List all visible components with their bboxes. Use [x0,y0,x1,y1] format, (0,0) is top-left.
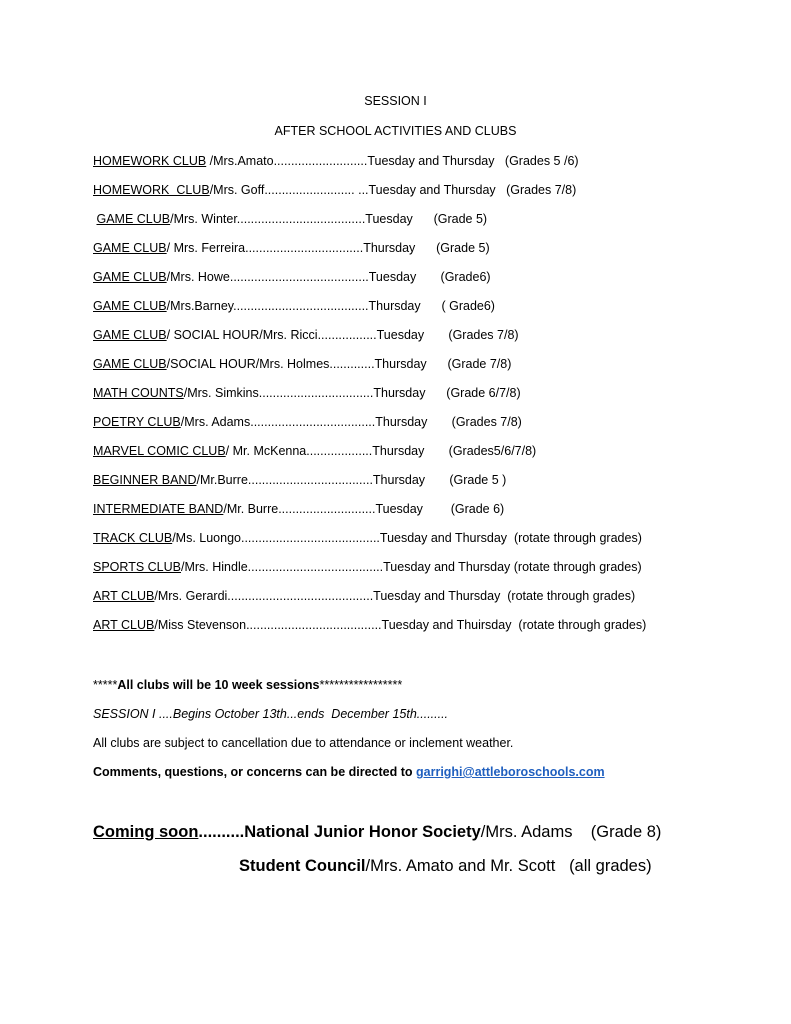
club-row [93,472,506,488]
club-row [93,530,642,546]
club-name: SPORTS CLUB [93,560,181,574]
club-row [93,327,519,343]
club-name: GAME CLUB [96,212,171,226]
club-name: MATH COUNTS [93,386,184,400]
club-details: /Mrs. Simkins.................................Thursday (Grade 6/7/8) [183,386,521,400]
club-row [93,559,642,575]
club-name: INTERMEDIATE BAND [93,502,224,516]
club-details: /Mrs.Amato...........................Tuesday and Thursday (Grades 5 /6) [206,154,579,168]
njhs-details: /Mrs. Adams (Grade 8) [480,823,662,841]
club-row [93,617,646,633]
coming-soon-dots: .......... [198,823,245,841]
club-row [93,269,491,285]
club-row [93,414,522,430]
club-name: GAME CLUB [93,241,167,255]
club-name: POETRY CLUB [93,415,181,429]
club-details: /SOCIAL HOUR/Mrs. Holmes.............Thursday (Grade 7/8) [166,357,512,371]
club-name: HOMEWORK CLUB [93,154,207,168]
club-details: /Mrs.Barney.......................................Thursday ( Grade6) [166,299,495,313]
club-row [93,211,487,227]
club-name: GAME CLUB [93,270,167,284]
club-details: /Mrs. Goff.......................... ...Tuesday and Thursday (Grades 7/8) [209,183,577,197]
club-name: TRACK CLUB [93,531,173,545]
session-dates: SESSION I ....Begins October 13th...ends December 15th......... [93,707,449,721]
club-details: / SOCIAL HOUR/Mrs. Ricci.................Tuesday (Grades 7/8) [166,328,519,342]
club-details: /Mr.Burre....................................Thursday (Grade 5 ) [196,473,507,487]
council-name: Student Council [239,857,366,875]
club-details: /Ms. Luongo........................................Tuesday and Thursday (rotate through grades) [172,531,642,545]
cancellation-note: All clubs are subject to cancellation due to attendance or inclement weather. [93,736,514,750]
coming-soon-label: Coming soon [93,823,199,841]
club-row [93,501,504,517]
club-row [93,240,490,256]
club-details: /Mr. Burre............................Tuesday (Grade 6) [223,502,505,516]
club-details: / Mrs. Ferreira..................................Thursday (Grade 5) [166,241,490,255]
club-name: ART CLUB [93,589,155,603]
club-row [93,385,521,401]
club-details: /Mrs. Howe........................................Tuesday (Grade6) [166,270,491,284]
session-length-note [93,677,402,693]
club-details: /Miss Stevenson.......................................Tuesday and Thuirsday (rotate through grades) [154,618,647,632]
club-name: GAME CLUB [93,357,167,371]
club-name: HOMEWORK CLUB [93,183,210,197]
njhs-name: National Junior Honor Society [244,823,481,841]
stars-suffix: ***************** [319,678,403,692]
club-row [93,443,536,459]
club-row [93,356,511,372]
club-row [93,153,579,169]
club-name: GAME CLUB [93,299,167,313]
club-details: / Mr. McKenna...................Thursday (Grades5/6/7/8) [225,444,537,458]
club-row [93,588,635,604]
club-row [93,182,576,198]
contact-email-link[interactable]: garrighi@attleboroschools.com [416,765,605,779]
council-details: /Mrs. Amato and Mr. Scott (all grades) [365,857,652,875]
club-details: /Mrs. Hindle.......................................Tuesday and Thursday (rotate through grades) [181,560,642,574]
club-name: GAME CLUB [93,328,167,342]
club-details: /Mrs. Gerardi..........................................Tuesday and Thursday (rotate through grades) [154,589,636,603]
session-length-text: All clubs will be 10 week sessions [117,678,320,692]
club-details: /Mrs. Winter.....................................Tuesday (Grade 5) [170,212,488,226]
contact-text: Comments, questions, or concerns can be directed to [93,765,416,779]
club-name: BEGINNER BAND [93,473,197,487]
coming-soon-council [239,856,652,876]
club-row [93,298,495,314]
club-name: MARVEL COMIC CLUB [93,444,226,458]
page-title: AFTER SCHOOL ACTIVITIES AND CLUBS [274,124,517,138]
stars-prefix: ***** [93,678,118,692]
coming-soon-njhs [93,822,661,842]
contact-note [93,764,605,780]
session-heading: SESSION I [364,94,427,108]
club-name: ART CLUB [93,618,155,632]
club-details: /Mrs. Adams....................................Thursday (Grades 7/8) [180,415,522,429]
